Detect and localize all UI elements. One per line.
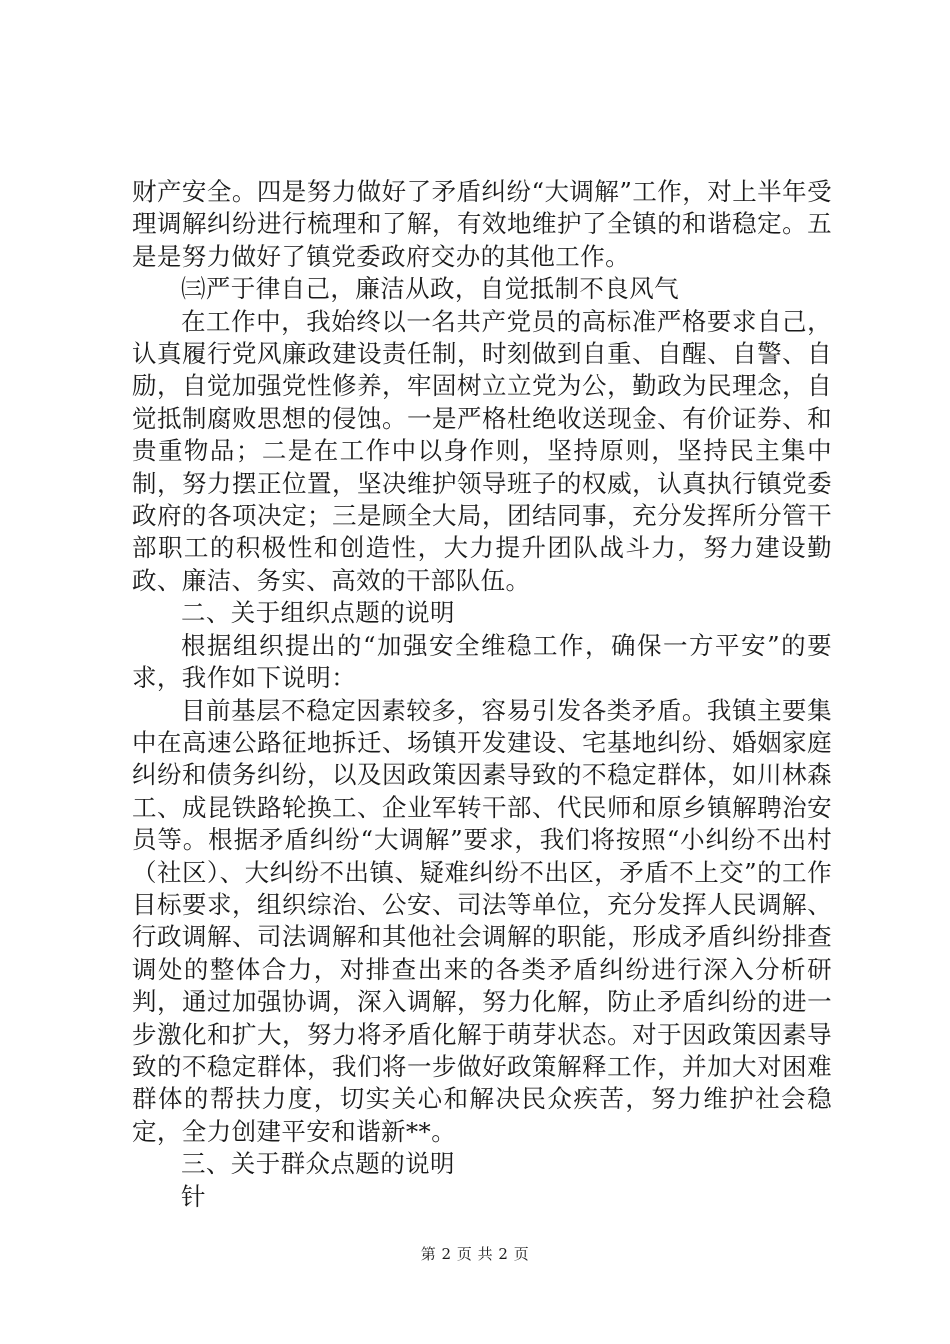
page-footer: 第 2 页 共 2 页 (420, 1245, 530, 1263)
paragraph-4-heading: 二、关于组织点题的说明 (181, 598, 455, 628)
paragraph-7-heading: 三、关于群众点题的说明 (181, 1149, 455, 1179)
paragraph-3: 在工作中，我始终以一名共产党员的高标准严格要求自己，认真履行党风廉政建设责任制，时刻做到自重、自醒、自警、自励，自觉加强党性修养，牢固树立立党为公，勤政为民理念，自觉抵制腐败思想的侵蚀。一是严格杜绝收送现金、有价证券、和贵重物品；二是在工作中以身作则，坚持原则，坚持民主集中制，努力摆正位置，坚决维护领导班子的权威，认真执行镇党委政府的各项决定；三是顾全大局，团结同事，充分发挥所分管干部职工的积极性和创造性，大力提升团队战斗力，努力建设勤政、廉洁、务实、高效的干部队伍。 (132, 306, 832, 595)
document-body (132, 176, 832, 1213)
paragraph-6: 目前基层不稳定因素较多，容易引发各类矛盾。我镇主要集中在高速公路征地拆迁、场镇开发建设、宅基地纠纷、婚姻家庭纠纷和债务纠纷，以及因政策因素导致的不稳定群体，如川林森工、成昆铁路轮换工、企业军转干部、代民师和原乡镇解聘治安员等。根据矛盾纠纷“大调解”要求，我们将按照“小纠纷不出村（社区）、大纠纷不出镇、疑难纠纷不出区，矛盾不上交”的工作目标要求，组织综治、公安、司法等单位，充分发挥人民调解、行政调解、司法调解和其他社会调解的职能，形成矛盾纠纷排查调处的整体合力，对排查出来的各类矛盾纠纷进行深入分析研判，通过加强协调，深入调解，努力化解，防止矛盾纠纷的进一步激化和扩大，努力将矛盾化解于萌芽状态。对于因政策因素导致的不稳定群体，我们将一步做好政策解释工作，并加大对困难群体的帮扶力度，切实关心和解决民众疾苦，努力维护社会稳定，全力创建平安和谐新**。 (132, 695, 832, 1146)
paragraph-2-heading: ㈢严于律自己，廉洁从政，自觉抵制不良风气 (181, 274, 679, 304)
paragraph-8: 针 (181, 1181, 206, 1211)
paragraph-5: 根据组织提出的“加强安全维稳工作，确保一方平安”的要求，我作如下说明： (132, 630, 832, 693)
paragraph-1: 财产安全。四是努力做好了矛盾纠纷“大调解”工作，对上半年受理调解纠纷进行梳理和了解，有效地维护了全镇的和谐稳定。五是是努力做好了镇党委政府交办的其他工作。 (132, 177, 832, 271)
